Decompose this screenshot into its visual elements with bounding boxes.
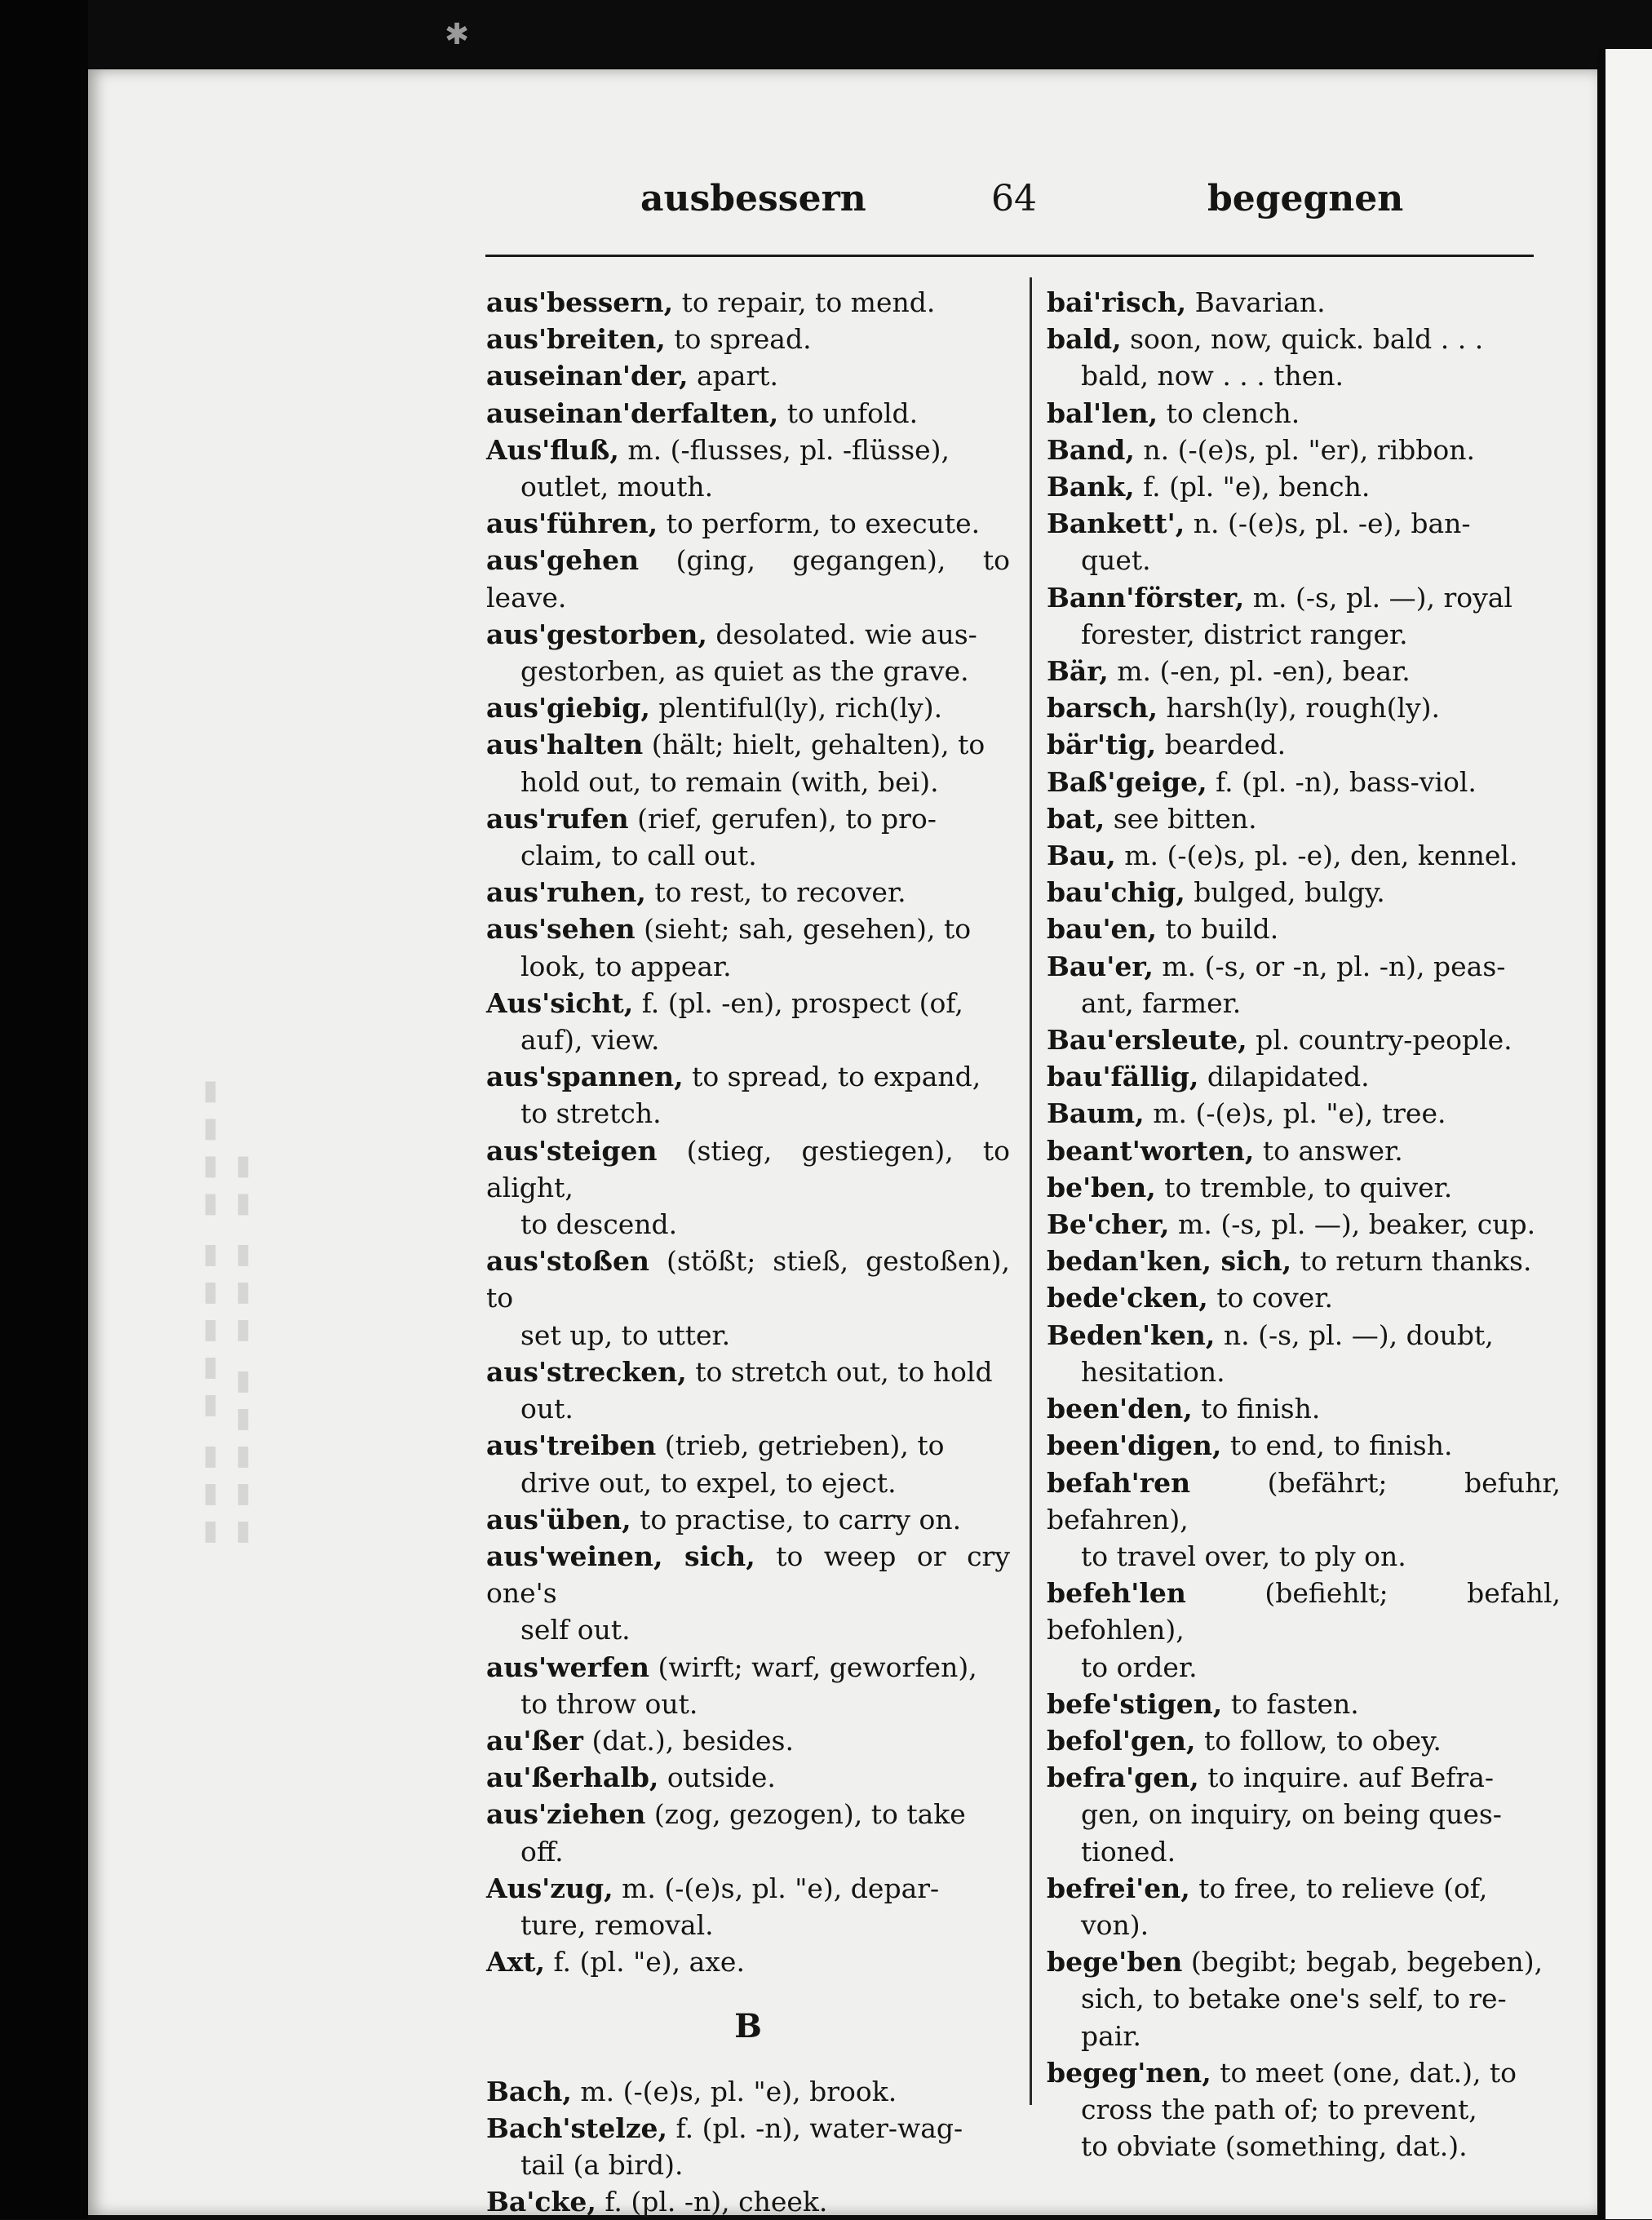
entry-continuation — [486, 1021, 1010, 1058]
entry-headword: Beden'ken, — [1047, 1318, 1216, 1351]
dictionary-entry — [486, 395, 1010, 432]
dictionary-entry — [1047, 1390, 1561, 1427]
dictionary-entry — [1047, 764, 1561, 800]
dictionary-entry — [1047, 1243, 1561, 1279]
entry-headword: been'den, — [1047, 1393, 1193, 1425]
dictionary-entry — [1047, 1095, 1561, 1132]
dictionary-entry — [486, 689, 1010, 726]
entry-headword: befra'gen, — [1047, 1761, 1199, 1794]
entry-headword: aus'ziehen — [486, 1798, 646, 1831]
entry-headword: aus'weinen, sich, — [486, 1540, 755, 1572]
entry-definition-line: to descend. — [520, 1208, 678, 1241]
entry-definition-line: tail (a bird). — [520, 2148, 684, 2181]
entry-definition-line: (befährt; befuhr, befahren), — [1047, 1466, 1561, 1535]
entry-definition-line: to free, to relieve (of, — [1198, 1872, 1488, 1904]
running-header — [485, 178, 1534, 235]
dictionary-entry — [1047, 1943, 1561, 2054]
entry-definition-line: bulged, bulgy. — [1194, 876, 1385, 909]
dictionary-entry — [1047, 1169, 1561, 1206]
entry-headword: befe'stigen, — [1047, 1687, 1223, 1720]
dictionary-entry — [1047, 1206, 1561, 1243]
entry-headword: Bankett', — [1047, 507, 1185, 540]
entry-definition-line: to stretch out, to hold — [695, 1355, 993, 1388]
entry-continuation — [486, 948, 1010, 985]
entry-definition-line: claim, to call out. — [520, 840, 757, 872]
right-entries — [1047, 284, 1561, 2165]
entry-definition-line: set up, to utter. — [520, 1318, 731, 1351]
entry-headword: aus'bessern, — [486, 286, 674, 318]
dictionary-entry — [1047, 653, 1561, 689]
entry-headword: befeh'len — [1047, 1577, 1186, 1610]
entry-definition-line: to end, to finish. — [1229, 1429, 1453, 1462]
entry-definition-line: dilapidated. — [1207, 1061, 1370, 1093]
dictionary-entry — [1047, 948, 1561, 1021]
column-divider — [1030, 277, 1032, 2105]
entry-headword: aus'sehen — [486, 913, 636, 946]
entry-definition-line: f. (pl. "e), bench. — [1143, 471, 1371, 503]
entry-headword: Axt, — [486, 1946, 546, 1979]
dictionary-entry — [486, 1058, 1010, 1132]
entry-headword: Aus'zug, — [486, 1872, 613, 1904]
bleed-through-text: ▮▮▮ ▮▮▮▮▮ ▮▮▮▮ ▮▮▮▮▮ ▮▮▮ ▮▮ — [194, 1072, 259, 1550]
dictionary-entry — [486, 2110, 1010, 2183]
entry-continuation — [1047, 357, 1561, 394]
entry-continuation — [486, 1095, 1010, 1132]
entry-definition-line: (stößt; stieß, gestoßen), to — [486, 1245, 1011, 1314]
entry-definition-line: (sieht; sah, gesehen), to — [644, 913, 972, 946]
entry-continuation — [486, 1206, 1010, 1243]
dictionary-entry — [1047, 1759, 1561, 1870]
entry-definition-line: apart. — [697, 360, 778, 392]
entry-headword: aus'breiten, — [486, 323, 666, 356]
entry-definition-line: quet. — [1081, 544, 1151, 577]
dictionary-entry — [486, 800, 1010, 874]
entry-definition-line: to tremble, to quiver. — [1164, 1171, 1453, 1203]
entry-headword: aus'führen, — [486, 507, 658, 540]
entry-definition-line: drive out, to expel, to eject. — [520, 1466, 897, 1499]
dictionary-entry — [486, 432, 1010, 505]
entry-definition-line: hesitation. — [1081, 1355, 1225, 1388]
entry-definition-line: f. (pl. -n), water-wag- — [675, 2111, 963, 2144]
entry-definition-line: (ging, gegangen), to leave. — [486, 544, 1010, 614]
entry-continuation — [486, 653, 1010, 689]
entry-definition-line: to meet (one, dat.), to — [1220, 2056, 1517, 2089]
entry-headword: Aus'fluß, — [486, 433, 619, 466]
entry-definition-line: to travel over, to ply on. — [1081, 1540, 1406, 1572]
dictionary-entry — [1047, 1427, 1561, 1464]
dictionary-entry — [486, 505, 1010, 542]
entry-definition-line: out. — [520, 1393, 574, 1425]
dictionary-entry — [1047, 726, 1561, 763]
entry-definition-line: (stieg, gestiegen), to alight, — [486, 1134, 1010, 1203]
entry-continuation — [486, 468, 1010, 505]
entry-definition-line: to stretch. — [520, 1097, 662, 1130]
dictionary-entry — [1047, 1279, 1561, 1316]
entry-continuation — [1047, 1907, 1561, 1943]
entry-definition-line: pl. country-people. — [1256, 1024, 1512, 1057]
entry-headword: Baum, — [1047, 1097, 1145, 1130]
dictionary-entry — [486, 1354, 1010, 1427]
left-entries-b — [486, 2073, 1010, 2220]
dictionary-entry — [1047, 1317, 1561, 1390]
entry-definition-line: outlet, mouth. — [520, 471, 714, 503]
entry-definition-line: gestorben, as quiet as the grave. — [520, 655, 969, 688]
entry-headword: be'ben, — [1047, 1171, 1156, 1203]
entry-definition-line: to build. — [1165, 913, 1279, 946]
entry-definition-line: (wirft; warf, geworfen), — [658, 1651, 977, 1683]
entry-headword: Bär, — [1047, 655, 1109, 688]
entry-definition-line: outside. — [667, 1761, 776, 1794]
entry-definition-line: m. (-(e)s, pl. "e), brook. — [580, 2075, 897, 2107]
entry-headword: Bank, — [1047, 471, 1135, 503]
dictionary-entry — [1047, 321, 1561, 394]
entry-definition-line: m. (-flusses, pl. -flüsse), — [627, 433, 950, 466]
dictionary-entry — [486, 1501, 1010, 1538]
dictionary-entry — [1047, 395, 1561, 432]
entry-headword: bau'en, — [1047, 913, 1158, 946]
entry-headword: au'ßer — [486, 1724, 583, 1757]
entry-definition-line: bald, now . . . then. — [1081, 360, 1344, 392]
dictionary-entry — [486, 542, 1010, 615]
dictionary-entry — [486, 616, 1010, 689]
entry-definition-line: sich, to betake one's self, to re- — [1081, 1983, 1507, 2015]
dictionary-entry — [486, 1722, 1010, 1759]
entry-continuation — [1047, 1796, 1561, 1832]
entry-definition-line: to finish. — [1201, 1393, 1321, 1425]
dictionary-entry — [1047, 2054, 1561, 2165]
header-right-guide-word: begegnen — [1207, 178, 1404, 219]
entry-definition-line: (dat.), besides. — [591, 1724, 794, 1757]
entry-definition-line: cross the path of; to prevent, — [1081, 2093, 1477, 2125]
entry-definition-line: f. (pl. -n), cheek. — [605, 2186, 828, 2218]
entry-headword: aus'steigen — [486, 1134, 658, 1167]
entry-continuation — [1047, 1833, 1561, 1870]
entry-definition-line: n. (-(e)s, pl. -e), ban- — [1193, 507, 1471, 540]
entry-definition-line: ant, farmer. — [1081, 986, 1242, 1019]
dictionary-entry — [1047, 1686, 1561, 1722]
entry-headword: befrei'en, — [1047, 1872, 1190, 1904]
dictionary-entry — [486, 284, 1010, 321]
entry-definition-line: Bavarian. — [1194, 286, 1326, 318]
entry-definition-line: to obviate (something, dat.). — [1081, 2130, 1468, 2163]
entry-definition-line: to unfold. — [786, 397, 919, 429]
page-number: 64 — [991, 178, 1037, 219]
entry-continuation — [1047, 1354, 1561, 1390]
entry-headword: bär'tig, — [1047, 729, 1157, 761]
entry-definition-line: hold out, to remain (with, bei). — [520, 765, 939, 798]
entry-headword: bai'risch, — [1047, 286, 1187, 318]
entry-headword: Baß'geige, — [1047, 765, 1207, 798]
entry-headword: Bann'förster, — [1047, 581, 1245, 614]
entry-definition-line: forester, district ranger. — [1081, 618, 1408, 650]
dictionary-entry — [1047, 579, 1561, 653]
entry-definition-line: (trieb, getrieben), to — [664, 1429, 945, 1462]
entry-definition-line: to order. — [1081, 1651, 1198, 1683]
entry-definition-line: n. (-(e)s, pl. "er), ribbon. — [1143, 433, 1475, 466]
entry-headword: Aus'sicht, — [486, 986, 634, 1019]
entry-headword: Bach, — [486, 2075, 572, 2107]
entry-continuation — [486, 764, 1010, 800]
entry-headword: bau'chig, — [1047, 876, 1185, 909]
dictionary-entry — [486, 985, 1010, 1058]
entry-continuation — [486, 1611, 1010, 1648]
entry-definition-line: look, to appear. — [520, 950, 732, 982]
header-rule — [485, 255, 1534, 257]
entry-continuation — [1047, 542, 1561, 578]
entry-headword: aus'treiben — [486, 1429, 657, 1462]
entry-definition-line: gen, on inquiry, on being ques- — [1081, 1798, 1502, 1831]
entry-continuation — [486, 2147, 1010, 2183]
entry-continuation — [1047, 2091, 1561, 2128]
dictionary-entry — [1047, 689, 1561, 726]
entry-headword: bedan'ken, sich, — [1047, 1245, 1292, 1278]
entry-definition-line: m. (-s, or -n, pl. -n), peas- — [1162, 950, 1506, 982]
dictionary-entry — [486, 726, 1010, 800]
dictionary-entry — [486, 1870, 1010, 1943]
entry-definition-line: to weep or cry one's — [486, 1540, 1010, 1610]
dictionary-entry — [486, 1132, 1010, 1243]
dictionary-entry — [1047, 1722, 1561, 1759]
entry-headword: aus'rufen — [486, 802, 629, 835]
entry-headword: Band, — [1047, 433, 1135, 466]
entry-definition-line: (hält; hielt, gehalten), to — [651, 729, 985, 761]
entry-headword: barsch, — [1047, 692, 1158, 724]
entry-definition-line: harsh(ly), rough(ly). — [1166, 692, 1441, 724]
entry-definition-line: m. (-en, pl. -en), bear. — [1117, 655, 1411, 688]
entry-definition-line: n. (-s, pl. —), doubt, — [1223, 1318, 1494, 1351]
entry-definition-line: to fasten. — [1230, 1687, 1359, 1720]
entry-definition-line: to cover. — [1216, 1282, 1333, 1314]
entry-definition-line: see bitten. — [1113, 802, 1257, 835]
dictionary-entry — [486, 1796, 1010, 1869]
entry-definition-line: self out. — [520, 1614, 631, 1646]
entry-definition-line: pair. — [1081, 2019, 1141, 2052]
entry-definition-line: to practise, to carry on. — [640, 1503, 962, 1535]
entry-definition-line: to follow, to obey. — [1203, 1724, 1442, 1757]
entry-definition-line: (rief, gerufen), to pro- — [637, 802, 937, 835]
dictionary-entry — [486, 1943, 1010, 1980]
entry-continuation — [486, 1833, 1010, 1870]
dictionary-entry — [486, 2183, 1010, 2220]
entry-headword: bald, — [1047, 323, 1122, 356]
entry-headword: Bach'stelze, — [486, 2111, 668, 2144]
dictionary-entry — [1047, 1464, 1561, 1575]
entry-headword: aus'stoßen — [486, 1245, 649, 1278]
section-letter: B — [734, 2007, 762, 2046]
entry-continuation — [486, 1686, 1010, 1722]
dictionary-entry — [486, 321, 1010, 357]
entry-continuation — [1047, 985, 1561, 1021]
dictionary-entry — [1047, 432, 1561, 468]
entry-definition-line: m. (-(e)s, pl. "e), depar- — [622, 1872, 940, 1904]
entry-definition-line: desolated. wie aus- — [715, 618, 977, 650]
dictionary-entry — [1047, 1058, 1561, 1095]
entry-headword: befol'gen, — [1047, 1724, 1196, 1757]
dictionary-entry — [1047, 874, 1561, 911]
entry-definition-line: auf), view. — [520, 1024, 660, 1057]
entry-definition-line: to answer. — [1262, 1134, 1403, 1167]
entry-headword: bat, — [1047, 802, 1105, 835]
entry-definition-line: off. — [520, 1835, 564, 1868]
entry-headword: begeg'nen, — [1047, 2056, 1211, 2089]
entry-headword: bau'fällig, — [1047, 1061, 1199, 1093]
entry-definition-line: m. (-s, pl. —), royal — [1252, 581, 1512, 614]
entry-definition-line: tioned. — [1081, 1835, 1176, 1868]
entry-continuation — [1047, 1649, 1561, 1686]
dictionary-entry — [1047, 1870, 1561, 1943]
entry-headword: Bau'er, — [1047, 950, 1154, 982]
dictionary-entry — [486, 911, 1010, 984]
entry-continuation — [1047, 1980, 1561, 2017]
dictionary-entry — [1047, 468, 1561, 505]
entry-headword: Bau, — [1047, 840, 1116, 872]
entry-definition-line: f. (pl. -n), bass-viol. — [1216, 765, 1477, 798]
entry-headword: aus'spannen, — [486, 1061, 684, 1093]
dictionary-entry — [1047, 1132, 1561, 1169]
entry-headword: befah'ren — [1047, 1466, 1191, 1499]
entry-definition-line: to return thanks. — [1300, 1245, 1532, 1278]
entry-headword: aus'üben, — [486, 1503, 631, 1535]
entry-continuation — [1047, 616, 1561, 653]
entry-headword: auseinan'der, — [486, 360, 689, 392]
entry-headword: au'ßerhalb, — [486, 1761, 659, 1794]
entry-definition-line: m. (-(e)s, pl. "e), tree. — [1153, 1097, 1446, 1130]
entry-headword: aus'giebig, — [486, 692, 650, 724]
header-left-guide-word: ausbessern — [640, 178, 866, 219]
entry-headword: aus'werfen — [486, 1651, 650, 1683]
entry-definition-line: m. (-s, pl. —), beaker, cup. — [1178, 1208, 1536, 1241]
next-page-edge — [1597, 49, 1652, 2219]
entry-definition-line: f. (pl. "e), axe. — [553, 1946, 745, 1979]
dictionary-entry — [486, 1538, 1010, 1649]
entry-definition-line: to repair, to mend. — [681, 286, 936, 318]
dictionary-entry — [1047, 800, 1561, 837]
entry-definition-line: to inquire. auf Befra- — [1207, 1761, 1495, 1794]
entry-headword: aus'halten — [486, 729, 644, 761]
entry-definition-line: m. (-(e)s, pl. -e), den, kennel. — [1124, 840, 1518, 872]
entry-definition-line: soon, now, quick. bald . . . — [1130, 323, 1484, 356]
entry-definition-line: ture, removal. — [520, 1908, 714, 1941]
dictionary-entry — [486, 1759, 1010, 1796]
dictionary-entry — [1047, 284, 1561, 321]
entry-definition-line: to perform, to execute. — [666, 507, 981, 540]
entry-headword: Be'cher, — [1047, 1208, 1170, 1241]
left-column — [486, 284, 1010, 2220]
entry-headword: aus'ruhen, — [486, 876, 646, 909]
entry-headword: bal'len, — [1047, 397, 1158, 429]
dictionary-entry — [1047, 911, 1561, 947]
entry-definition-line: (begibt; begab, begeben), — [1190, 1946, 1543, 1979]
dictionary-entry — [486, 874, 1010, 911]
entry-continuation — [1047, 1538, 1561, 1575]
entry-definition-line: von). — [1081, 1908, 1149, 1941]
entry-headword: Bau'ersleute, — [1047, 1024, 1247, 1057]
entry-continuation — [486, 1907, 1010, 1943]
entry-definition-line: f. (pl. -en), prospect (of, — [641, 986, 963, 1019]
entry-definition-line: to spread, to expand, — [692, 1061, 981, 1093]
dictionary-entry — [486, 357, 1010, 394]
scan-speck: ✱ — [445, 18, 470, 51]
entry-headword: beant'worten, — [1047, 1134, 1255, 1167]
entry-headword: aus'strecken, — [486, 1355, 687, 1388]
entry-definition-line: to throw out. — [520, 1687, 698, 1720]
right-column — [1047, 284, 1561, 2165]
entry-definition-line: plentiful(ly), rich(ly). — [658, 692, 943, 724]
dictionary-entry — [1047, 837, 1561, 874]
entry-headword: bege'ben — [1047, 1946, 1183, 1979]
entry-continuation — [1047, 2128, 1561, 2165]
dictionary-entry — [486, 1427, 1010, 1500]
entry-definition-line: to spread. — [674, 323, 812, 356]
entry-continuation — [486, 1464, 1010, 1501]
entry-definition-line: bearded. — [1164, 729, 1287, 761]
entry-headword: auseinan'derfalten, — [486, 397, 779, 429]
dictionary-entry — [1047, 1021, 1561, 1058]
entry-headword: bede'cken, — [1047, 1282, 1208, 1314]
entry-continuation — [1047, 2018, 1561, 2054]
left-entries-a — [486, 284, 1010, 1980]
entry-continuation — [486, 1317, 1010, 1354]
entry-definition-line: to rest, to recover. — [654, 876, 906, 909]
entry-headword: aus'gehen — [486, 544, 640, 577]
scan-left-border — [0, 0, 88, 2219]
dictionary-entry — [486, 1649, 1010, 1722]
dictionary-entry — [486, 2073, 1010, 2110]
entry-headword: Ba'cke, — [486, 2186, 596, 2218]
entry-definition-line: (befiehlt; befahl, befohlen), — [1047, 1577, 1561, 1646]
entry-headword: aus'gestorben, — [486, 618, 707, 650]
dictionary-entry — [1047, 1575, 1561, 1686]
entry-definition-line: to clench. — [1166, 397, 1300, 429]
entry-headword: been'digen, — [1047, 1429, 1222, 1462]
entry-continuation — [486, 1390, 1010, 1427]
entry-definition-line: (zog, gezogen), to take — [653, 1798, 966, 1831]
dictionary-entry — [486, 1243, 1010, 1354]
entry-continuation — [486, 837, 1010, 874]
dictionary-entry — [1047, 505, 1561, 578]
